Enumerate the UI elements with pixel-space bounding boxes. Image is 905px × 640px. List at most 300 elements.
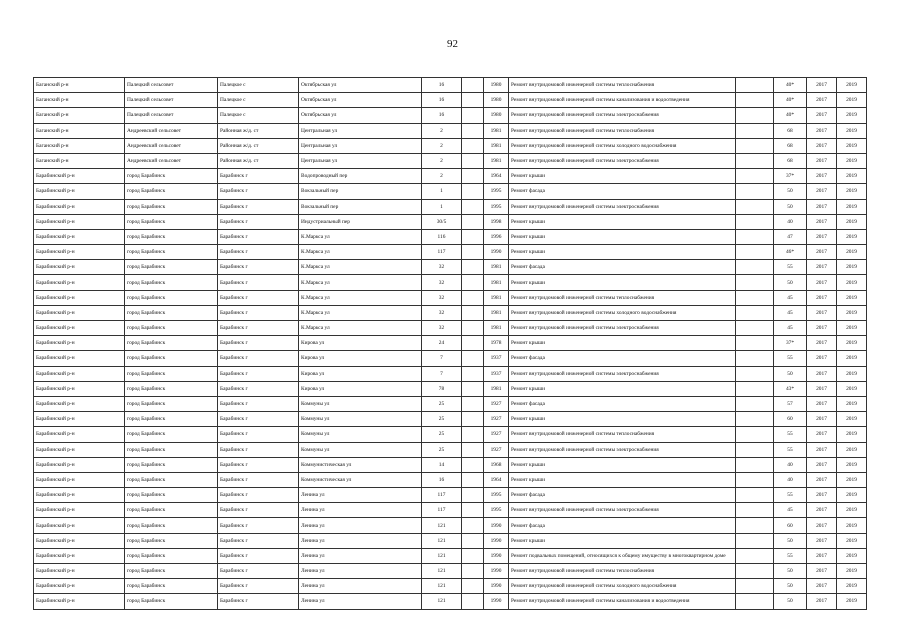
- cell-building: [462, 184, 484, 199]
- cell-blank: [736, 518, 774, 533]
- table-row: [34, 442, 867, 457]
- cell-year: 1981: [484, 123, 509, 138]
- table-row: [34, 351, 867, 366]
- cell-municipality: город Барабинск: [125, 396, 218, 411]
- cell-building: [462, 564, 484, 579]
- table-row: [34, 305, 867, 320]
- cell-end-year: 2019: [837, 518, 867, 533]
- cell-house-number: 7: [422, 366, 462, 381]
- cell-work-type: Ремонт внутридомовой инженерной системы холодного водоснабжения: [509, 138, 736, 153]
- cell-work-type: Ремонт крыши: [509, 229, 736, 244]
- cell-start-year: 2017: [807, 579, 837, 594]
- cell-building: [462, 442, 484, 457]
- page-number: 92: [447, 38, 458, 50]
- cell-municipality: город Барабинск: [125, 412, 218, 427]
- cell-locality: Барабинск г: [218, 457, 299, 472]
- cell-municipality: город Барабинск: [125, 184, 218, 199]
- table-row: [34, 564, 867, 579]
- cell-street: Кирова ул: [299, 351, 422, 366]
- cell-building: [462, 396, 484, 411]
- cell-work-type: Ремонт внутридомовой инженерной системы теплоснабжения: [509, 123, 736, 138]
- cell-locality: Барабинск г: [218, 184, 299, 199]
- cell-house-number: 1: [422, 184, 462, 199]
- cell-street: Ленина ул: [299, 579, 422, 594]
- cell-end-year: 2019: [837, 579, 867, 594]
- cell-municipality: город Барабинск: [125, 579, 218, 594]
- cell-house-number: 1: [422, 199, 462, 214]
- cell-start-year: 2017: [807, 275, 837, 290]
- cell-percent: 57: [774, 396, 807, 411]
- cell-municipality: Палецкий сельсовет: [125, 93, 218, 108]
- table-body: [34, 78, 867, 610]
- cell-end-year: 2019: [837, 93, 867, 108]
- table-row: [34, 93, 867, 108]
- table-row: [34, 366, 867, 381]
- cell-street: Водопроводный пер: [299, 169, 422, 184]
- cell-locality: Барабинск г: [218, 442, 299, 457]
- cell-house-number: 14: [422, 457, 462, 472]
- cell-work-type: Ремонт внутридомовой инженерной системы электроснабжения: [509, 199, 736, 214]
- cell-municipality: город Барабинск: [125, 199, 218, 214]
- cell-street: Центральная ул: [299, 138, 422, 153]
- cell-work-type: Ремонт внутридомовой инженерной системы электроснабжения: [509, 321, 736, 336]
- cell-municipality: город Барабинск: [125, 336, 218, 351]
- cell-building: [462, 93, 484, 108]
- cell-building: [462, 229, 484, 244]
- cell-building: [462, 533, 484, 548]
- cell-locality: Барабинск г: [218, 290, 299, 305]
- cell-district: Баганский р-н: [34, 153, 125, 168]
- cell-year: 1995: [484, 488, 509, 503]
- cell-locality: Палецкое с: [218, 93, 299, 108]
- cell-district: Барабинский р-н: [34, 427, 125, 442]
- cell-locality: Барабинск г: [218, 229, 299, 244]
- cell-house-number: 116: [422, 229, 462, 244]
- table-row: [34, 290, 867, 305]
- table-row: [34, 548, 867, 563]
- cell-work-type: Ремонт внутридомовой инженерной системы канализования и водоотведения: [509, 93, 736, 108]
- cell-work-type: Ремонт внутридомовой инженерной системы теплоснабжения: [509, 427, 736, 442]
- cell-locality: Барабинск г: [218, 336, 299, 351]
- cell-house-number: 32: [422, 321, 462, 336]
- cell-municipality: город Барабинск: [125, 533, 218, 548]
- cell-house-number: 121: [422, 564, 462, 579]
- cell-blank: [736, 472, 774, 487]
- cell-start-year: 2017: [807, 503, 837, 518]
- table-row: [34, 457, 867, 472]
- cell-blank: [736, 305, 774, 320]
- cell-street: Ленина ул: [299, 533, 422, 548]
- cell-blank: [736, 108, 774, 123]
- cell-blank: [736, 503, 774, 518]
- cell-end-year: 2019: [837, 396, 867, 411]
- cell-house-number: 2: [422, 169, 462, 184]
- cell-year: 1990: [484, 594, 509, 609]
- cell-street: Октябрьская ул: [299, 108, 422, 123]
- cell-work-type: Ремонт фасада: [509, 351, 736, 366]
- cell-municipality: Палецкий сельсовет: [125, 108, 218, 123]
- cell-percent: 40*: [774, 93, 807, 108]
- cell-percent: 68: [774, 153, 807, 168]
- cell-municipality: город Барабинск: [125, 321, 218, 336]
- cell-municipality: город Барабинск: [125, 518, 218, 533]
- cell-end-year: 2019: [837, 321, 867, 336]
- table-row: [34, 184, 867, 199]
- cell-percent: 50: [774, 533, 807, 548]
- cell-locality: Барабинск г: [218, 366, 299, 381]
- cell-district: Барабинский р-н: [34, 336, 125, 351]
- cell-start-year: 2017: [807, 442, 837, 457]
- cell-locality: Барабинск г: [218, 518, 299, 533]
- cell-municipality: город Барабинск: [125, 245, 218, 260]
- table-row: [34, 260, 867, 275]
- cell-district: Барабинский р-н: [34, 351, 125, 366]
- cell-year: 1927: [484, 412, 509, 427]
- cell-blank: [736, 321, 774, 336]
- cell-building: [462, 214, 484, 229]
- cell-start-year: 2017: [807, 366, 837, 381]
- cell-municipality: город Барабинск: [125, 594, 218, 609]
- cell-year: 1995: [484, 503, 509, 518]
- cell-blank: [736, 78, 774, 93]
- cell-street: К.Маркса ул: [299, 305, 422, 320]
- table-row: [34, 533, 867, 548]
- cell-start-year: 2017: [807, 381, 837, 396]
- cell-year: 1990: [484, 548, 509, 563]
- cell-locality: Барабинск г: [218, 321, 299, 336]
- cell-district: Баганский р-н: [34, 108, 125, 123]
- cell-percent: 50: [774, 366, 807, 381]
- cell-percent: 45: [774, 321, 807, 336]
- cell-locality: Барабинск г: [218, 503, 299, 518]
- cell-work-type: Ремонт внутридомовой инженерной системы теплоснабжения: [509, 78, 736, 93]
- cell-end-year: 2019: [837, 366, 867, 381]
- cell-start-year: 2017: [807, 351, 837, 366]
- cell-work-type: Ремонт внутридомовой инженерной системы теплоснабжения: [509, 290, 736, 305]
- cell-percent: 37*: [774, 169, 807, 184]
- table-row: [34, 488, 867, 503]
- cell-year: 1981: [484, 381, 509, 396]
- table-row: [34, 138, 867, 153]
- cell-blank: [736, 594, 774, 609]
- cell-percent: 50: [774, 199, 807, 214]
- cell-blank: [736, 169, 774, 184]
- cell-blank: [736, 548, 774, 563]
- cell-year: 1978: [484, 336, 509, 351]
- cell-street: К.Маркса ул: [299, 275, 422, 290]
- cell-locality: Барабинск г: [218, 488, 299, 503]
- cell-building: [462, 78, 484, 93]
- cell-district: Барабинский р-н: [34, 305, 125, 320]
- cell-percent: 50: [774, 275, 807, 290]
- cell-blank: [736, 93, 774, 108]
- cell-municipality: город Барабинск: [125, 229, 218, 244]
- cell-year: 1980: [484, 108, 509, 123]
- cell-work-type: Ремонт крыши: [509, 472, 736, 487]
- cell-street: Индустриальный пер: [299, 214, 422, 229]
- cell-municipality: город Барабинск: [125, 564, 218, 579]
- cell-house-number: 2: [422, 138, 462, 153]
- cell-year: 1927: [484, 442, 509, 457]
- cell-municipality: Андреевский сельсовет: [125, 153, 218, 168]
- cell-start-year: 2017: [807, 123, 837, 138]
- cell-work-type: Ремонт внутридомовой инженерной системы канализования и водоотведения: [509, 594, 736, 609]
- cell-municipality: Палецкий сельсовет: [125, 78, 218, 93]
- cell-start-year: 2017: [807, 412, 837, 427]
- cell-start-year: 2017: [807, 184, 837, 199]
- cell-district: Барабинский р-н: [34, 533, 125, 548]
- cell-start-year: 2017: [807, 427, 837, 442]
- cell-district: Барабинский р-н: [34, 518, 125, 533]
- cell-work-type: Ремонт фасада: [509, 518, 736, 533]
- cell-district: Барабинский р-н: [34, 199, 125, 214]
- cell-district: Барабинский р-н: [34, 321, 125, 336]
- cell-blank: [736, 229, 774, 244]
- cell-work-type: Ремонт внутридомовой инженерной системы теплоснабжения: [509, 564, 736, 579]
- cell-start-year: 2017: [807, 93, 837, 108]
- cell-building: [462, 138, 484, 153]
- cell-district: Баганский р-н: [34, 78, 125, 93]
- cell-building: [462, 457, 484, 472]
- cell-locality: Барабинск г: [218, 564, 299, 579]
- cell-percent: 50: [774, 594, 807, 609]
- cell-street: Вокзальный пер: [299, 199, 422, 214]
- cell-percent: 47: [774, 229, 807, 244]
- table-row: [34, 321, 867, 336]
- table-row: [34, 245, 867, 260]
- cell-street: Ленина ул: [299, 594, 422, 609]
- cell-year: 1998: [484, 214, 509, 229]
- cell-work-type: Ремонт внутридомовой инженерной системы электроснабжения: [509, 442, 736, 457]
- cell-house-number: 16: [422, 472, 462, 487]
- cell-blank: [736, 138, 774, 153]
- cell-percent: 60: [774, 518, 807, 533]
- cell-street: Кирова ул: [299, 336, 422, 351]
- cell-building: [462, 518, 484, 533]
- cell-end-year: 2019: [837, 138, 867, 153]
- cell-house-number: 121: [422, 518, 462, 533]
- cell-municipality: город Барабинск: [125, 457, 218, 472]
- table-row: [34, 579, 867, 594]
- cell-work-type: Ремонт крыши: [509, 533, 736, 548]
- cell-municipality: город Барабинск: [125, 366, 218, 381]
- cell-start-year: 2017: [807, 533, 837, 548]
- cell-start-year: 2017: [807, 305, 837, 320]
- cell-end-year: 2019: [837, 214, 867, 229]
- cell-house-number: 2: [422, 123, 462, 138]
- cell-year: 1968: [484, 457, 509, 472]
- cell-start-year: 2017: [807, 153, 837, 168]
- cell-year: 1981: [484, 275, 509, 290]
- cell-end-year: 2019: [837, 229, 867, 244]
- cell-end-year: 2019: [837, 442, 867, 457]
- cell-percent: 43*: [774, 381, 807, 396]
- cell-start-year: 2017: [807, 199, 837, 214]
- cell-end-year: 2019: [837, 503, 867, 518]
- cell-work-type: Ремонт внутридомовой инженерной системы холодного водоснабжения: [509, 579, 736, 594]
- cell-municipality: город Барабинск: [125, 503, 218, 518]
- cell-start-year: 2017: [807, 245, 837, 260]
- cell-percent: 55: [774, 548, 807, 563]
- cell-end-year: 2019: [837, 548, 867, 563]
- cell-end-year: 2019: [837, 78, 867, 93]
- cell-end-year: 2019: [837, 275, 867, 290]
- cell-street: К.Маркса ул: [299, 290, 422, 305]
- cell-district: Барабинский р-н: [34, 594, 125, 609]
- table-row: [34, 381, 867, 396]
- cell-district: Барабинский р-н: [34, 290, 125, 305]
- cell-locality: Барабинск г: [218, 579, 299, 594]
- cell-locality: Барабинск г: [218, 548, 299, 563]
- cell-municipality: город Барабинск: [125, 214, 218, 229]
- cell-blank: [736, 412, 774, 427]
- cell-end-year: 2019: [837, 123, 867, 138]
- cell-district: Барабинский р-н: [34, 229, 125, 244]
- cell-locality: Барабинск г: [218, 427, 299, 442]
- cell-blank: [736, 245, 774, 260]
- cell-start-year: 2017: [807, 290, 837, 305]
- table-row: [34, 594, 867, 609]
- cell-building: [462, 245, 484, 260]
- cell-work-type: Ремонт фасада: [509, 260, 736, 275]
- cell-municipality: город Барабинск: [125, 427, 218, 442]
- cell-blank: [736, 396, 774, 411]
- table-row: [34, 427, 867, 442]
- cell-municipality: город Барабинск: [125, 381, 218, 396]
- cell-house-number: 7: [422, 351, 462, 366]
- cell-start-year: 2017: [807, 138, 837, 153]
- cell-end-year: 2019: [837, 305, 867, 320]
- cell-blank: [736, 290, 774, 305]
- cell-house-number: 32: [422, 260, 462, 275]
- cell-end-year: 2019: [837, 564, 867, 579]
- cell-house-number: 32: [422, 305, 462, 320]
- cell-district: Барабинский р-н: [34, 548, 125, 563]
- cell-building: [462, 427, 484, 442]
- cell-house-number: 32: [422, 290, 462, 305]
- cell-year: 1981: [484, 290, 509, 305]
- cell-year: 1981: [484, 305, 509, 320]
- cell-municipality: город Барабинск: [125, 442, 218, 457]
- cell-street: К.Маркса ул: [299, 229, 422, 244]
- cell-work-type: Ремонт крыши: [509, 275, 736, 290]
- cell-blank: [736, 427, 774, 442]
- cell-start-year: 2017: [807, 518, 837, 533]
- cell-street: Коммуны ул: [299, 412, 422, 427]
- cell-start-year: 2017: [807, 488, 837, 503]
- cell-street: Октябрьская ул: [299, 93, 422, 108]
- cell-locality: Барабинск г: [218, 214, 299, 229]
- capital-repair-table: [33, 77, 867, 610]
- cell-district: Барабинский р-н: [34, 564, 125, 579]
- cell-blank: [736, 381, 774, 396]
- cell-start-year: 2017: [807, 548, 837, 563]
- cell-locality: Районная ж/д. ст: [218, 153, 299, 168]
- cell-locality: Барабинск г: [218, 472, 299, 487]
- cell-locality: Барабинск г: [218, 305, 299, 320]
- table-row: [34, 336, 867, 351]
- cell-start-year: 2017: [807, 472, 837, 487]
- cell-locality: Палецкое с: [218, 78, 299, 93]
- cell-percent: 40*: [774, 108, 807, 123]
- cell-district: Барабинский р-н: [34, 245, 125, 260]
- cell-building: [462, 260, 484, 275]
- cell-street: Ленина ул: [299, 564, 422, 579]
- cell-year: 1937: [484, 351, 509, 366]
- cell-street: Коммуны ул: [299, 442, 422, 457]
- cell-blank: [736, 214, 774, 229]
- cell-building: [462, 548, 484, 563]
- cell-start-year: 2017: [807, 336, 837, 351]
- cell-street: Коммунистическая ул: [299, 457, 422, 472]
- cell-percent: 55: [774, 442, 807, 457]
- cell-district: Барабинский р-н: [34, 579, 125, 594]
- cell-blank: [736, 336, 774, 351]
- cell-house-number: 121: [422, 594, 462, 609]
- cell-blank: [736, 153, 774, 168]
- cell-district: Барабинский р-н: [34, 472, 125, 487]
- cell-house-number: 121: [422, 579, 462, 594]
- cell-district: Барабинский р-н: [34, 214, 125, 229]
- cell-year: 1981: [484, 260, 509, 275]
- cell-street: Октябрьская ул: [299, 78, 422, 93]
- cell-house-number: 78: [422, 381, 462, 396]
- cell-municipality: город Барабинск: [125, 472, 218, 487]
- cell-percent: 37*: [774, 336, 807, 351]
- cell-house-number: 30/5: [422, 214, 462, 229]
- cell-work-type: Ремонт внутридомовой инженерной системы электроснабжения: [509, 153, 736, 168]
- cell-end-year: 2019: [837, 153, 867, 168]
- cell-house-number: 24: [422, 336, 462, 351]
- cell-municipality: город Барабинск: [125, 290, 218, 305]
- cell-locality: Палецкое с: [218, 108, 299, 123]
- cell-year: 1990: [484, 579, 509, 594]
- cell-percent: 40*: [774, 78, 807, 93]
- table-row: [34, 275, 867, 290]
- cell-blank: [736, 184, 774, 199]
- cell-work-type: Ремонт фасада: [509, 488, 736, 503]
- cell-blank: [736, 442, 774, 457]
- cell-building: [462, 594, 484, 609]
- cell-year: 1937: [484, 366, 509, 381]
- cell-locality: Районная ж/д. ст: [218, 138, 299, 153]
- table-row: [34, 518, 867, 533]
- cell-percent: 45: [774, 290, 807, 305]
- cell-district: Барабинский р-н: [34, 412, 125, 427]
- cell-blank: [736, 260, 774, 275]
- cell-building: [462, 321, 484, 336]
- table-row: [34, 214, 867, 229]
- cell-percent: 68: [774, 123, 807, 138]
- cell-district: Барабинский р-н: [34, 442, 125, 457]
- cell-end-year: 2019: [837, 108, 867, 123]
- cell-percent: 50: [774, 184, 807, 199]
- cell-locality: Барабинск г: [218, 594, 299, 609]
- cell-street: Центральная ул: [299, 153, 422, 168]
- cell-start-year: 2017: [807, 564, 837, 579]
- table-row: [34, 412, 867, 427]
- cell-start-year: 2017: [807, 169, 837, 184]
- cell-house-number: 32: [422, 275, 462, 290]
- cell-building: [462, 108, 484, 123]
- table-row: [34, 123, 867, 138]
- cell-work-type: Ремонт фасада: [509, 396, 736, 411]
- cell-end-year: 2019: [837, 169, 867, 184]
- cell-house-number: 117: [422, 245, 462, 260]
- cell-start-year: 2017: [807, 260, 837, 275]
- cell-year: 1927: [484, 427, 509, 442]
- cell-year: 1995: [484, 184, 509, 199]
